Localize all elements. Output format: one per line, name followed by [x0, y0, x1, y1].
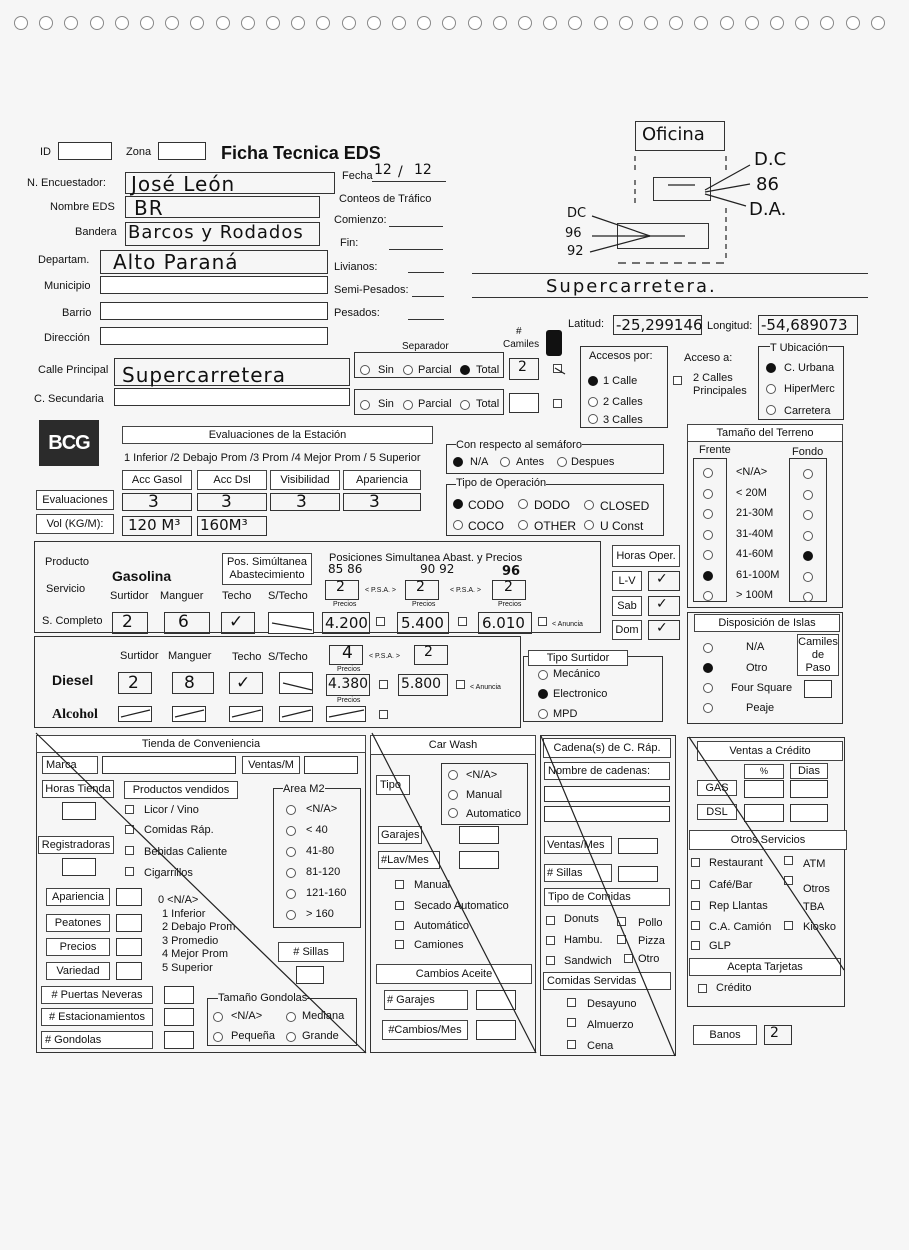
terreno-option-label: <N/A>	[736, 466, 768, 478]
sketch-left-label-1: DC	[567, 206, 587, 221]
sketch-right-label-1: D.C	[754, 149, 787, 170]
col-acc-gasol: Acc Gasol	[122, 470, 192, 490]
longitud-label: Longitud:	[707, 320, 753, 332]
camiles-label: Camiles	[503, 339, 540, 350]
departam-label: Departam.	[38, 254, 90, 266]
evaluaciones-header: Evaluaciones de la Estación	[122, 426, 433, 444]
area-option-label: <N/A>	[306, 803, 338, 815]
col-apariencia: Apariencia	[343, 470, 421, 490]
sketch-right-label-3: D.A.	[749, 199, 787, 220]
vol-label: Vol (KG/M):	[36, 514, 114, 534]
latitud-value: -25,299146	[616, 316, 703, 334]
terreno-option-label: > 100M	[736, 589, 773, 601]
scale-item: 0 <N/A>	[158, 894, 199, 906]
camiles-1-value: 2	[518, 359, 527, 375]
bandera-value: Barcos y Rodados	[128, 222, 304, 243]
scale-item: 1 Inferior	[162, 907, 206, 920]
camiles-hash: #	[516, 326, 522, 337]
s-completo-label: S. Completo	[42, 615, 103, 627]
bandera-label: Bandera	[75, 226, 117, 238]
calle-secundaria-label: C. Secundaria	[34, 393, 104, 405]
tamano-gondolas-label: Tamaño Gondolas	[218, 992, 308, 1004]
banos-label: Banos	[693, 1025, 757, 1045]
fecha-sep: /	[398, 164, 403, 180]
fin-label: Fin:	[340, 237, 359, 249]
terreno-option-label: 41-60M	[736, 548, 774, 560]
tipo-operacion-label: Tipo de Operación	[456, 477, 547, 489]
area-option-label: 121-160	[306, 887, 347, 899]
semaforo-label: Con respecto al semáforo	[456, 439, 582, 451]
sketch-left-label-3: 92	[567, 244, 584, 259]
sketch-right-label-2: 86	[756, 174, 779, 195]
cadena-header: Cadena(s) de C. Ráp.	[543, 738, 671, 758]
area-option-label: 41-80	[306, 845, 335, 857]
tienda-header: Tienda de Conveniencia	[36, 735, 366, 753]
longitud-value: -54,689073	[761, 316, 848, 334]
encuestador-label: N. Encuestador:	[27, 177, 106, 189]
terreno-option-label: < 20M	[736, 486, 767, 499]
servicio-label: Servicio	[46, 583, 86, 595]
oficina-label: Oficina	[642, 124, 705, 145]
evaluaciones-row-label: Evaluaciones	[36, 490, 114, 510]
terreno-fondo: Fondo	[792, 446, 824, 458]
nombre-eds-value: BR	[134, 196, 164, 220]
page-title: Ficha Tecnica EDS	[221, 143, 381, 163]
scale-item: 4 Mejor Prom	[162, 948, 229, 960]
ubicacion-label: T Ubicación	[770, 342, 828, 354]
col-visibilidad: Visibilidad	[270, 470, 340, 490]
acceso-a-label: Acceso a:	[684, 352, 733, 364]
area-option-label: 81-120	[306, 866, 341, 878]
camiles-paso-label: Camiles de Paso	[798, 636, 838, 674]
posiciones-label: Posiciones Simultanea Abast. y Precios	[329, 552, 523, 564]
comienzo-label: Comienzo:	[334, 214, 387, 226]
scale-item: 2 Debajo Prom	[162, 921, 236, 933]
credito-header: Ventas a Crédito	[697, 741, 843, 761]
encuestador-value: José León	[131, 172, 236, 196]
terreno-option-label: 21-30M	[736, 507, 774, 519]
direccion-label: Dirección	[44, 332, 90, 344]
latitud-label: Latitud:	[568, 318, 605, 330]
accesos-label: Accesos por:	[589, 350, 653, 362]
municipio-label: Municipio	[44, 280, 91, 292]
fecha-label: Fecha	[342, 170, 373, 182]
livianos-label: Livianos:	[334, 261, 378, 273]
islas-header: Disposición de Islas	[694, 614, 840, 632]
calle-principal-label: Calle Principal	[38, 364, 109, 376]
calles-principales-label: 2 Calles Principales	[693, 372, 747, 397]
carwash-header: Car Wash	[370, 735, 536, 755]
evaluaciones-scale: 1 Inferior /2 Debajo Prom /3 Prom /4 Mejor Prom / 5 Superior	[124, 452, 421, 464]
terreno-header: Tamaño del Terreno	[687, 424, 843, 442]
terreno-option-label: 31-40M	[736, 527, 774, 540]
fecha-day[interactable]: 12	[374, 162, 392, 178]
semi-label: Semi-Pesados:	[334, 284, 409, 296]
barrio-label: Barrio	[62, 307, 92, 319]
gasolina-title: Gasolina	[112, 568, 172, 584]
calle-principal-value: Supercarretera	[122, 363, 286, 387]
nombre-eds-label: Nombre EDS	[50, 201, 115, 213]
terreno-option-label: 61-100M	[736, 568, 780, 581]
separador-label: Separador	[402, 341, 449, 352]
tarjetas-header: Acepta Tarjetas	[689, 958, 841, 976]
diesel-title: Diesel	[52, 672, 94, 688]
conteos-label: Conteos de Tráfico	[339, 193, 432, 205]
col-acc-dsl: Acc Dsl	[197, 470, 267, 490]
pos-sim-label: Pos. Simúltanea Abastecimiento	[222, 553, 312, 585]
pesados-label: Pesados:	[334, 307, 380, 319]
scale-item: 5 Superior	[162, 961, 213, 974]
bcg-logo: BCG	[39, 420, 99, 466]
alcohol-title: Alcohol	[52, 707, 98, 722]
zona-label: Zona	[126, 146, 152, 158]
producto-label: Producto	[45, 556, 90, 568]
horas-header: Horas Oper.	[612, 545, 680, 567]
area-option-label: > 160	[306, 908, 334, 920]
area-option-label: < 40	[306, 824, 328, 836]
road-name: Supercarretera.	[546, 276, 717, 297]
tipo-surtidor-header: Tipo Surtidor	[528, 650, 628, 666]
sketch-left-label-2: 96	[565, 226, 582, 241]
fecha-month[interactable]: 12	[414, 162, 432, 178]
departam-value: Alto Paraná	[113, 250, 239, 274]
scale-item: 3 Promedio	[162, 934, 219, 947]
cambios-header: Cambios Aceite	[376, 964, 532, 984]
otros-header: Otros Servicios	[689, 830, 847, 850]
terreno-frente: Frente	[699, 444, 731, 456]
id-label: ID	[40, 146, 51, 158]
area-label: Area M2	[283, 783, 325, 795]
